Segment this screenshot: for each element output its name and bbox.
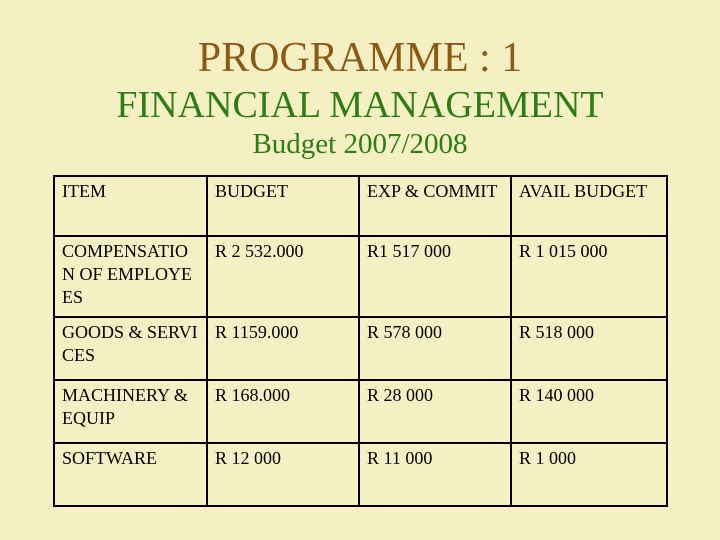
cell-item: MACHINERY & EQUIP (54, 380, 207, 443)
cell-exp-commit: R 28 000 (359, 380, 511, 443)
table-row (54, 380, 667, 443)
table-row (54, 443, 667, 506)
table-row (54, 236, 667, 317)
cell-exp-commit: R 11 000 (359, 443, 511, 506)
cell-budget: R 168.000 (207, 380, 359, 443)
cell-avail-budget: R 140 000 (511, 380, 667, 443)
cell-exp-commit: R1 517 000 (359, 236, 511, 317)
cell-budget: R 1159.000 (207, 317, 359, 380)
cell-item: GOODS & SERVICES (54, 317, 207, 380)
cell-avail-budget: R 1 015 000 (511, 236, 667, 317)
cell-avail-budget: R 1 000 (511, 443, 667, 506)
cell-avail-budget: R 518 000 (511, 317, 667, 380)
header-item: ITEM (54, 176, 207, 236)
table-row (54, 317, 667, 380)
header-budget: BUDGET (207, 176, 359, 236)
cell-item: COMPENSATION OF EMPLOYEES (54, 236, 207, 317)
cell-budget: R 12 000 (207, 443, 359, 506)
cell-budget: R 2 532.000 (207, 236, 359, 317)
header-exp-commit: EXP & COMMIT (359, 176, 511, 236)
budget-table (53, 175, 668, 507)
table-header-row (54, 176, 667, 236)
cell-exp-commit: R 578 000 (359, 317, 511, 380)
budget-period-label: Budget 2007/2008 (252, 128, 468, 160)
header-avail-budget: AVAIL BUDGET (511, 176, 667, 236)
cell-item: SOFTWARE (54, 443, 207, 506)
page-title: PROGRAMME : 1 (197, 35, 523, 81)
page-subtitle: FINANCIAL MANAGEMENT (116, 84, 604, 126)
